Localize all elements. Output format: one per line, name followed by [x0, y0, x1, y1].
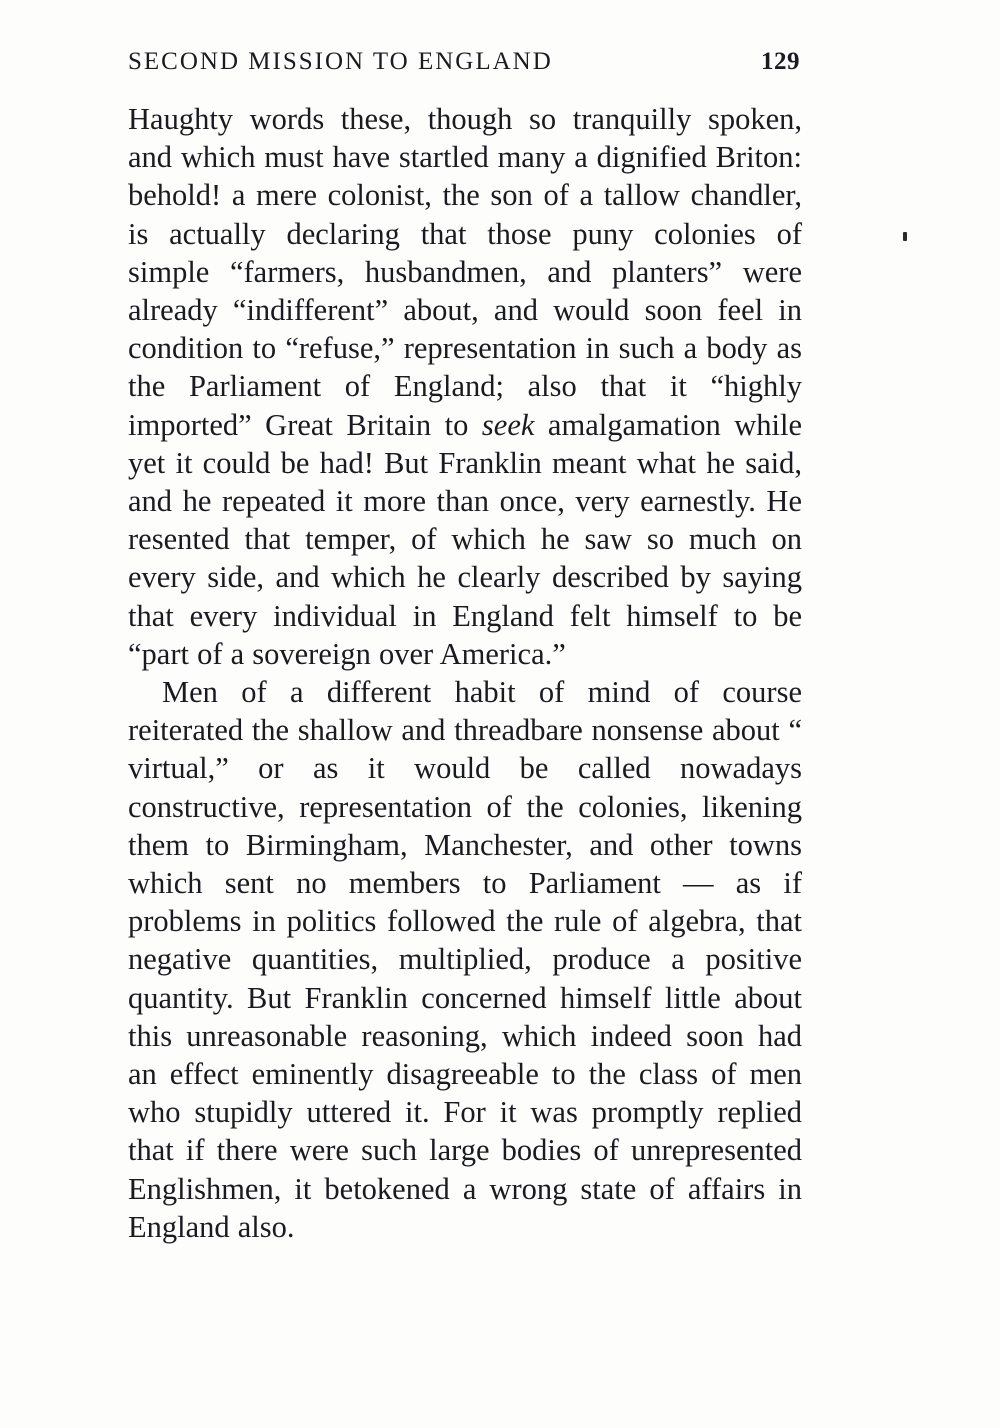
paragraph: Haughty words these, though so tranquilly spoken, and which must have startled many a dignified Briton: behold! a mere colonist, the son of a tallow chandler, is actually declaring that those puny colonies of simple “farmers, husbandmen, and planters” were already “indifferent” about, and would soon feel in condition to “refuse,” representation in such a body as the Parliament of England; also that it “highly imported” Great Britain to seek amalgamation while yet it could be had! But Franklin meant what he said, and he repeated it more than once, very earnestly. He resented that temper, of which he saw so much on every side, and which he clearly described by saying that every individual in England felt himself to be “part of a sovereign over America.” [128, 102, 802, 671]
paragraph: Men of a different habit of mind of course reiterated the shallow and threadbare nonsense about “ virtual,” or as it would be called nowadays constructive, representation of the colonies, likening them to Birmingham, Manchester, and other towns which sent no members to Parliament — as if problems in politics followed the rule of algebra, that negative quantities, multiplied, produce a positive quantity. But Franklin concerned himself little about this unreasonable reasoning, which indeed soon had an effect eminently disagreeable to the class of men who stupidly uttered it. For it was promptly replied that if there were such large bodies of unrepresented Englishmen, it betokened a wrong state of affairs in England also. [128, 675, 802, 1244]
page-header [128, 48, 800, 76]
running-head: SECOND MISSION TO ENGLAND [128, 48, 553, 75]
page-number: 129 [761, 48, 800, 75]
emphasis-word: seek [481, 407, 535, 442]
margin-mark [903, 232, 907, 241]
page-body [128, 100, 802, 1246]
